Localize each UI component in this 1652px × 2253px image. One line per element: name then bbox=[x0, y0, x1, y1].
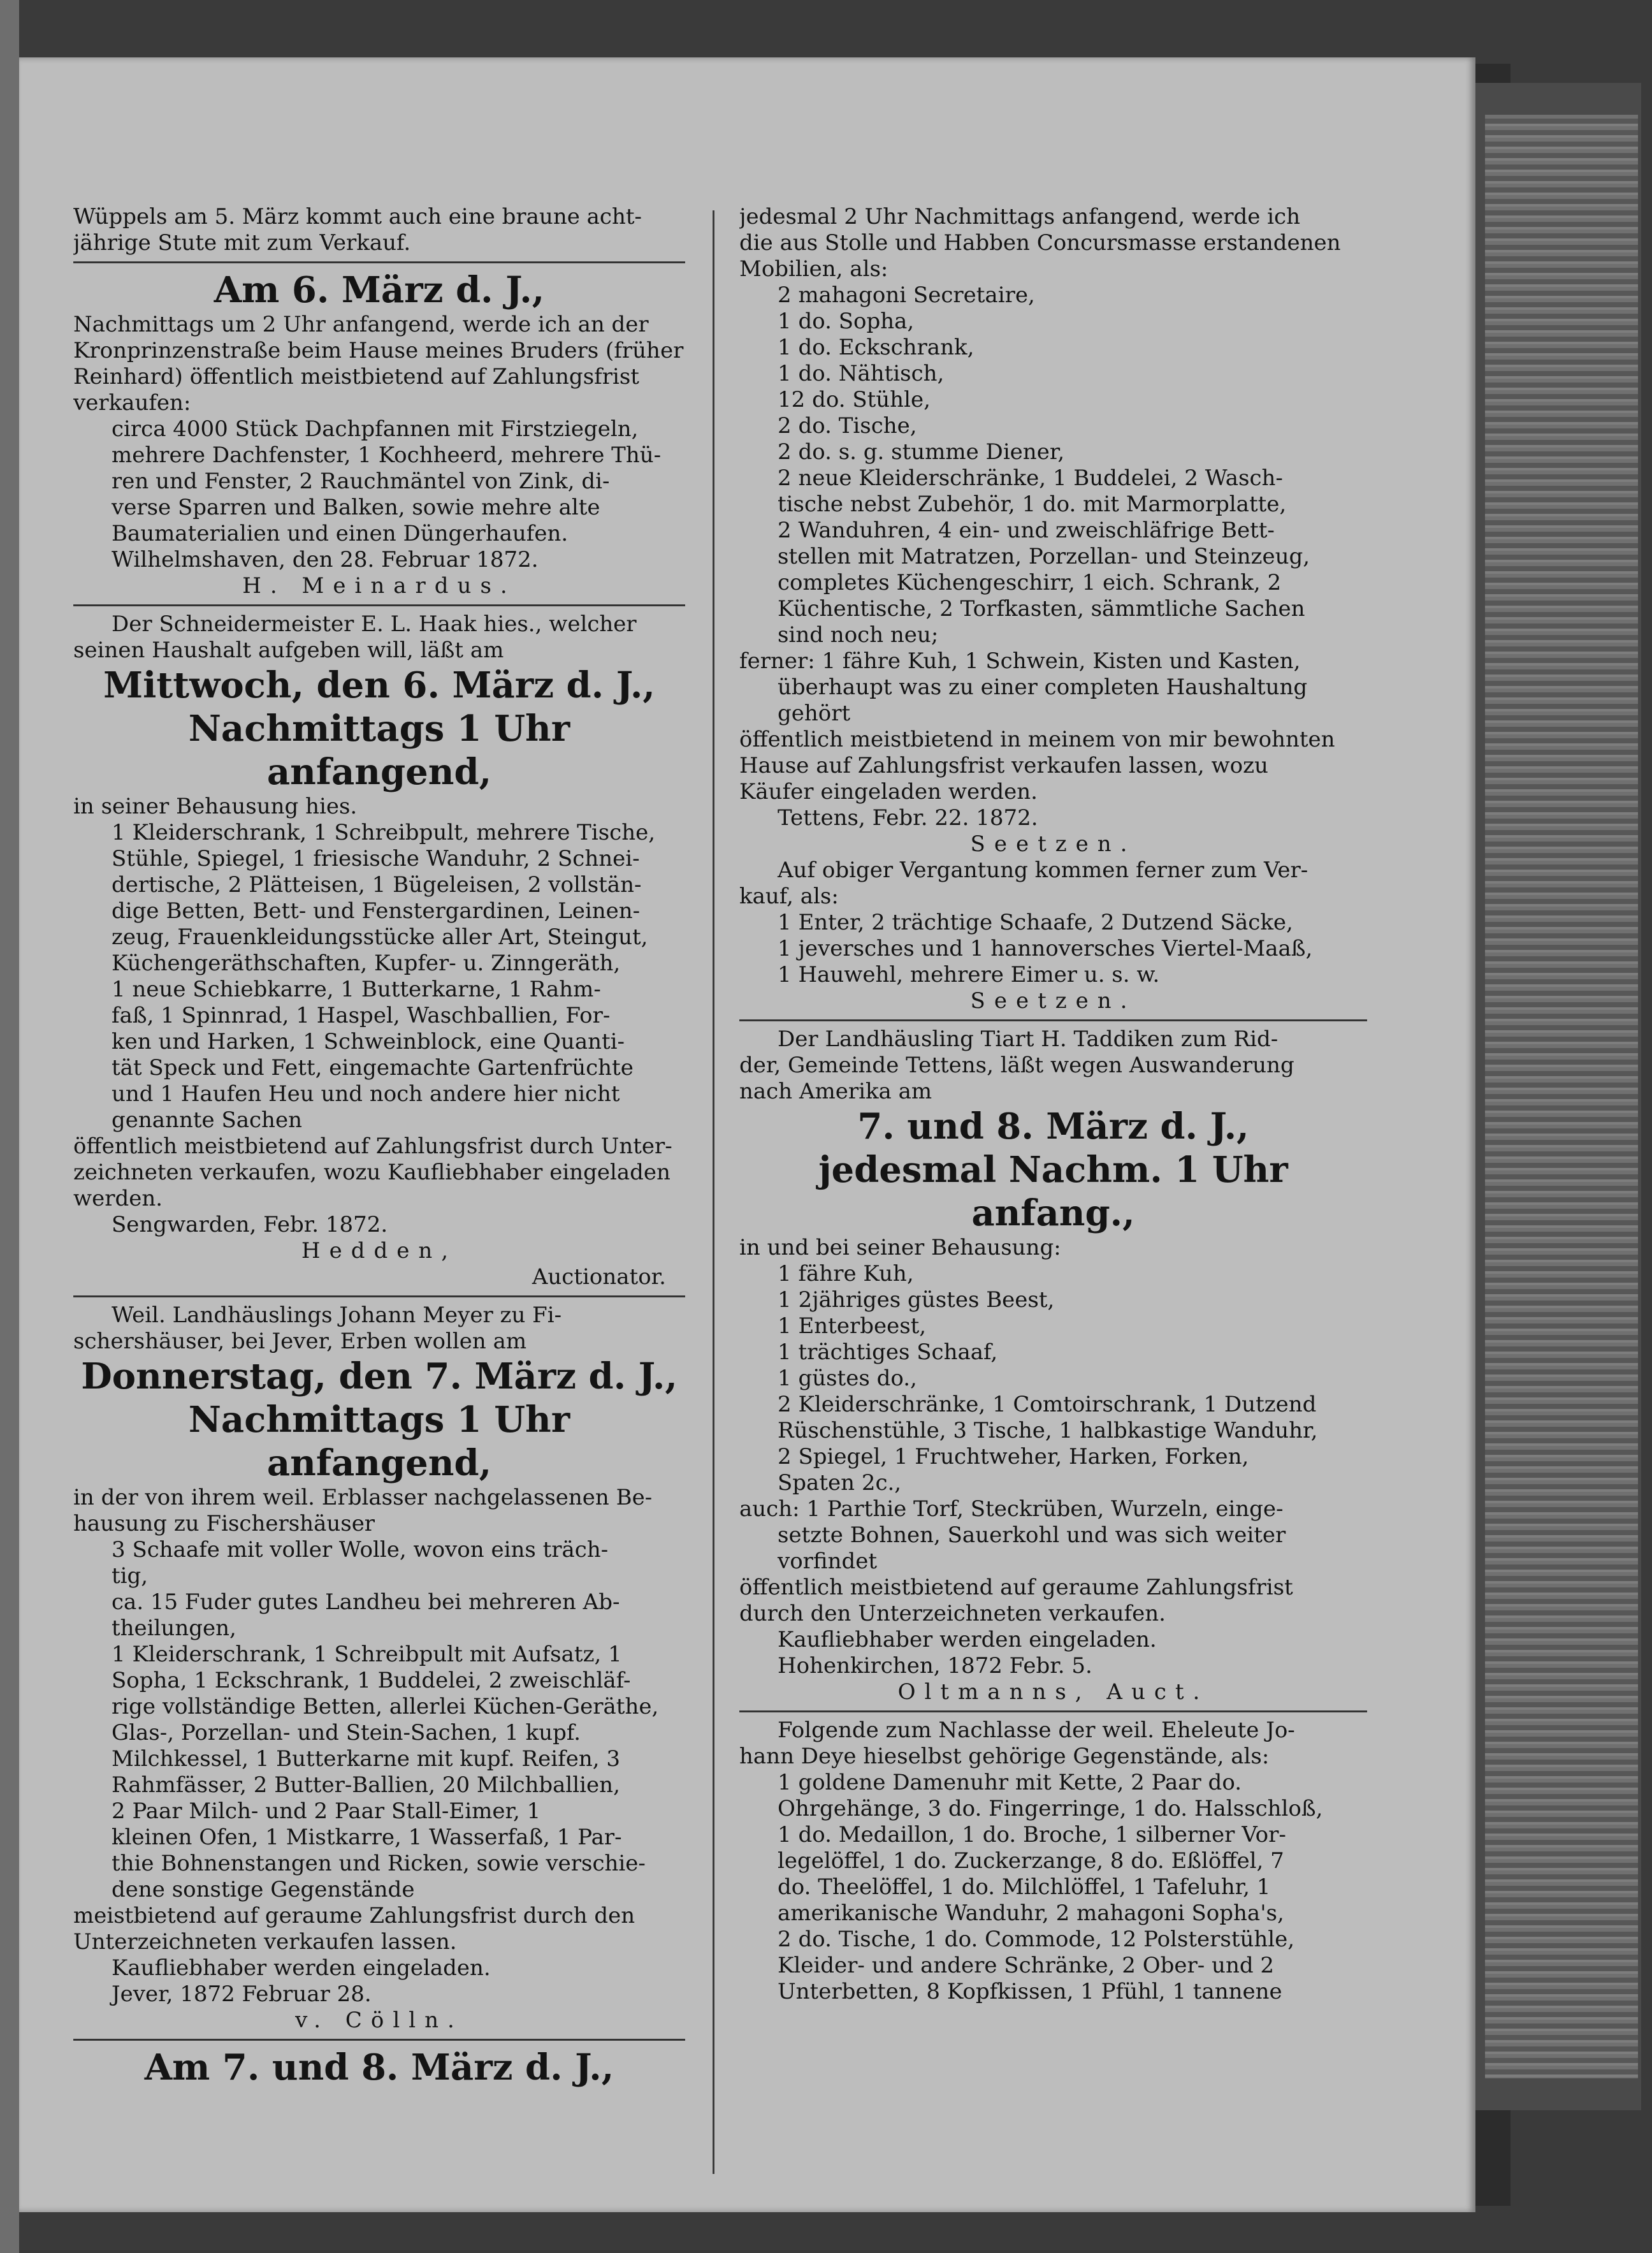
auction-date-heading: Nachmittags 1 Uhr anfangend, bbox=[188, 708, 570, 793]
text-line: zeichneten verkaufen, wozu Kaufliebhaber eingeladen bbox=[73, 1160, 670, 1185]
text-line: in und bei seiner Behausung: bbox=[739, 1235, 1061, 1260]
text-line: setzte Bohnen, Sauerkohl und was sich weiter bbox=[778, 1522, 1286, 1548]
text-line: 1 do. Nähtisch, bbox=[778, 361, 945, 386]
text-line: Unterbetten, 8 Kopfkissen, 1 Pfühl, 1 tannene bbox=[778, 1979, 1282, 2004]
text-line: Ohrgehänge, 3 do. Fingerringe, 1 do. Halsschloß, bbox=[778, 1796, 1323, 1821]
text-line: Kaufliebhaber werden eingeladen. bbox=[778, 1627, 1157, 1652]
section-rule bbox=[739, 1710, 1367, 1712]
text-line: 2 Paar Milch- und 2 Paar Stall-Eimer, 1 bbox=[112, 1798, 541, 1824]
text-paragraph bbox=[739, 857, 1367, 884]
auction-date-heading: jedesmal Nachm. 1 Uhr anfang., bbox=[818, 1149, 1288, 1234]
page-edge-texture bbox=[1485, 115, 1638, 2078]
text-paragraph bbox=[739, 648, 1367, 674]
text-line: Kleider- und andere Schränke, 2 Ober- und 2 bbox=[778, 1953, 1275, 1978]
text-line: 2 Spiegel, 1 Fruchtweher, Harken, Forken, bbox=[778, 1444, 1249, 1469]
section-rule bbox=[739, 1019, 1367, 1021]
auction-date-heading: Nachmittags 1 Uhr anfangend, bbox=[188, 1399, 570, 1484]
text-line: kauf, als: bbox=[739, 884, 839, 909]
signature: Seetzen. bbox=[970, 831, 1136, 857]
auction-date-heading: Am 6. März d. J., bbox=[214, 269, 545, 311]
text-paragraph bbox=[739, 1575, 1367, 1627]
text-line: Auf obiger Vergantung kommen ferner zum Ver- bbox=[778, 857, 1308, 883]
text-paragraph bbox=[739, 1627, 1367, 1679]
text-paragraph bbox=[739, 674, 1367, 727]
text-line: circa 4000 Stück Dachpfannen mit Firstziegeln, bbox=[112, 416, 639, 442]
text-line: der, Gemeinde Tettens, läßt wegen Auswanderung bbox=[739, 1053, 1294, 1078]
text-line: 2 Wanduhren, 4 ein- und zweischläfrige Bett- bbox=[778, 518, 1275, 543]
section-rule bbox=[73, 604, 685, 606]
text-paragraph bbox=[739, 282, 1367, 648]
text-line: Jever, 1872 Februar 28. bbox=[112, 1981, 372, 2007]
text-line: 1 do. Medaillon, 1 do. Broche, 1 silberner Vor- bbox=[778, 1822, 1286, 1848]
text-line: 12 do. Stühle, bbox=[778, 387, 931, 412]
text-paragraph bbox=[73, 638, 685, 664]
text-line: Rahmfässer, 2 Butter-Ballien, 20 Milchballien, bbox=[112, 1772, 620, 1798]
text-paragraph bbox=[73, 1955, 685, 2008]
text-line: durch den Unterzeichneten verkaufen. bbox=[739, 1601, 1166, 1626]
text-paragraph bbox=[739, 204, 1367, 282]
text-line: 2 neue Kleiderschränke, 1 Buddelei, 2 Wasch- bbox=[778, 465, 1283, 491]
text-line: 1 goldene Damenuhr mit Kette, 2 Paar do. bbox=[778, 1770, 1242, 1795]
text-line: die aus Stolle und Habben Concursmasse erstandenen bbox=[739, 230, 1341, 256]
text-paragraph bbox=[739, 1261, 1367, 1496]
text-paragraph bbox=[73, 416, 685, 547]
text-paragraph bbox=[739, 1026, 1367, 1053]
text-line: Der Schneidermeister E. L. Haak hies., welcher bbox=[112, 611, 637, 637]
text-line: 1 jeversches und 1 hannoversches Viertel-Maaß, bbox=[778, 936, 1313, 961]
text-line: Folgende zum Nachlasse der weil. Eheleute Jo- bbox=[778, 1717, 1295, 1743]
text-line: Stühle, Spiegel, 1 friesische Wanduhr, 2 Schnei- bbox=[112, 846, 640, 871]
text-paragraph bbox=[73, 1537, 685, 1903]
text-line: Küchentische, 2 Torfkasten, sämmtliche Sachen bbox=[778, 596, 1305, 622]
auction-date-heading: 7. und 8. März d. J., bbox=[857, 1105, 1249, 1148]
text-line: Käufer eingeladen werden. bbox=[739, 779, 1038, 805]
scan-left-margin bbox=[0, 0, 19, 2253]
text-line: tät Speck und Fett, eingemachte Gartenfrüchte bbox=[112, 1055, 634, 1081]
text-line: faß, 1 Spinnrad, 1 Haspel, Waschballien, For- bbox=[112, 1003, 611, 1028]
text-paragraph bbox=[73, 1302, 685, 1329]
text-line: Wilhelmshaven, den 28. Februar 1872. bbox=[112, 547, 539, 572]
text-line: thie Bohnenstangen und Ricken, sowie verschie- bbox=[112, 1851, 646, 1876]
section-rule bbox=[73, 1295, 685, 1297]
right-column bbox=[739, 204, 1367, 2005]
text-line: Der Landhäusling Tiart H. Taddiken zum Rid- bbox=[778, 1026, 1279, 1052]
text-line: in seiner Behausung hies. bbox=[73, 794, 358, 819]
text-line: rige vollständige Betten, allerlei Küchen-Geräthe, bbox=[112, 1694, 659, 1719]
text-paragraph bbox=[73, 1329, 685, 1355]
text-paragraph bbox=[73, 794, 685, 820]
signature: Oltmanns, Auct. bbox=[897, 1679, 1209, 1705]
text-line: 1 2jähriges güstes Beest, bbox=[778, 1287, 1055, 1313]
text-paragraph bbox=[739, 1744, 1367, 1770]
text-line: Milchkessel, 1 Butterkarne mit kupf. Reifen, 3 bbox=[112, 1746, 620, 1772]
text-line: tig, bbox=[112, 1563, 149, 1589]
text-paragraph bbox=[739, 910, 1367, 988]
text-line: Unterzeichneten verkaufen lassen. bbox=[73, 1929, 457, 1955]
text-line: öffentlich meistbietend in meinem von mir bewohnten bbox=[739, 727, 1335, 752]
signature-title: Auctionator. bbox=[532, 1264, 666, 1290]
text-line: jährige Stute mit zum Verkauf. bbox=[73, 230, 411, 256]
text-line: Rüschenstühle, 3 Tische, 1 halbkastige Wanduhr, bbox=[778, 1418, 1318, 1443]
text-line: 1 Enterbeest, bbox=[778, 1313, 927, 1339]
text-line: do. Theelöffel, 1 do. Milchlöffel, 1 Tafeluhr, 1 bbox=[778, 1874, 1271, 1900]
text-line: 1 fähre Kuh, bbox=[778, 1261, 914, 1287]
text-line: zeug, Frauenkleidungsstücke aller Art, Steingut, bbox=[112, 924, 648, 950]
text-line: meistbietend auf geraume Zahlungsfrist durch den bbox=[73, 1903, 635, 1929]
text-line: 1 Enter, 2 trächtige Schaafe, 2 Dutzend Säcke, bbox=[778, 910, 1293, 935]
text-paragraph bbox=[73, 312, 685, 416]
signature: H. Meinardus. bbox=[242, 573, 516, 599]
text-paragraph bbox=[73, 1903, 685, 1955]
text-line: hann Deye hieselbst gehörige Gegenstände, als: bbox=[739, 1744, 1270, 1769]
text-paragraph bbox=[739, 1235, 1367, 1261]
text-paragraph bbox=[73, 204, 685, 256]
signature: Hedden, bbox=[301, 1238, 458, 1264]
text-line: 2 do. Tische, bbox=[778, 413, 917, 439]
text-line: verse Sparren und Balken, sowie mehre alte bbox=[112, 495, 600, 520]
text-line: Wüppels am 5. März kommt auch eine braune acht- bbox=[73, 204, 642, 230]
text-line: 3 Schaafe mit voller Wolle, wovon eins träch- bbox=[112, 1537, 609, 1563]
text-line: überhaupt was zu einer completen Haushaltung bbox=[778, 674, 1308, 700]
text-line: 2 do. s. g. stumme Diener, bbox=[778, 439, 1065, 465]
text-paragraph bbox=[739, 884, 1367, 910]
text-line: dertische, 2 Plätteisen, 1 Bügeleisen, 2 vollstän- bbox=[112, 872, 642, 898]
text-line: theilungen, bbox=[112, 1615, 236, 1641]
text-line: nach Amerika am bbox=[739, 1079, 932, 1104]
text-line: öffentlich meistbietend auf geraume Zahlungsfrist bbox=[739, 1575, 1293, 1600]
text-line: kleinen Ofen, 1 Mistkarre, 1 Wasserfaß, 1 Par- bbox=[112, 1825, 622, 1850]
text-line: dene sonstige Gegenstände bbox=[112, 1877, 415, 1902]
text-line: Nachmittags um 2 Uhr anfangend, werde ich an der bbox=[73, 312, 649, 337]
text-line: 2 mahagoni Secretaire, bbox=[778, 282, 1035, 308]
text-line: 2 do. Tische, 1 do. Commode, 12 Polsterstühle, bbox=[778, 1927, 1295, 1952]
text-line: tische nebst Zubehör, 1 do. mit Marmorplatte, bbox=[778, 492, 1287, 517]
left-column bbox=[73, 204, 685, 2089]
text-line: sind noch neu; bbox=[778, 622, 939, 648]
text-line: amerikanische Wanduhr, 2 mahagoni Sopha's, bbox=[778, 1900, 1284, 1926]
text-line: completes Küchengeschirr, 1 eich. Schrank, 2 bbox=[778, 570, 1282, 595]
text-line: Weil. Landhäuslings Johann Meyer zu Fi- bbox=[112, 1302, 562, 1328]
text-line: Sopha, 1 Eckschrank, 1 Buddelei, 2 zweischläf- bbox=[112, 1668, 631, 1693]
text-line: Kronprinzenstraße beim Hause meines Bruders (früher bbox=[73, 338, 684, 363]
text-line: werden. bbox=[73, 1186, 163, 1211]
text-paragraph bbox=[73, 611, 685, 638]
text-paragraph bbox=[73, 1485, 685, 1537]
text-line: legelöffel, 1 do. Zuckerzange, 8 do. Eßlöffel, 7 bbox=[778, 1848, 1284, 1874]
text-paragraph bbox=[739, 805, 1367, 831]
text-line: 1 do. Sopha, bbox=[778, 309, 915, 334]
text-line: Hause auf Zahlungsfrist verkaufen lassen, wozu bbox=[739, 753, 1268, 778]
text-line: stellen mit Matratzen, Porzellan- und Steinzeug, bbox=[778, 544, 1310, 569]
text-paragraph bbox=[739, 1717, 1367, 1744]
text-line: schershäuser, bei Jever, Erben wollen am bbox=[73, 1329, 527, 1354]
text-line: 1 trächtiges Schaaf, bbox=[778, 1339, 998, 1365]
signature: v. Cölln. bbox=[295, 2008, 463, 2033]
text-line: 1 Kleiderschrank, 1 Schreibpult, mehrere Tische, bbox=[112, 820, 656, 845]
text-line: 1 do. Eckschrank, bbox=[778, 335, 975, 360]
text-line: auch: 1 Parthie Torf, Steckrüben, Wurzeln, einge- bbox=[739, 1496, 1284, 1522]
auction-date-heading: Mittwoch, den 6. März d. J., bbox=[103, 664, 655, 706]
section-rule bbox=[73, 261, 685, 263]
text-line: hausung zu Fischershäuser bbox=[73, 1511, 375, 1536]
text-line: verkaufen: bbox=[73, 390, 191, 416]
text-line: öffentlich meistbietend auf Zahlungsfrist durch Unter- bbox=[73, 1134, 672, 1159]
text-line: 1 güstes do., bbox=[778, 1366, 917, 1391]
text-line: ca. 15 Fuder gutes Landheu bei mehreren Ab- bbox=[112, 1589, 620, 1615]
section-rule bbox=[73, 2039, 685, 2041]
text-line: genannte Sachen bbox=[112, 1107, 302, 1133]
text-line: Tettens, Febr. 22. 1872. bbox=[778, 805, 1038, 831]
column-divider bbox=[713, 210, 714, 2174]
text-line: Kaufliebhaber werden eingeladen. bbox=[112, 1955, 491, 1981]
text-line: Glas-, Porzellan- und Stein-Sachen, 1 kupf. bbox=[112, 1720, 581, 1746]
text-paragraph bbox=[739, 1770, 1367, 2005]
text-paragraph bbox=[739, 1496, 1367, 1522]
signature: Seetzen. bbox=[970, 988, 1136, 1014]
text-paragraph bbox=[739, 1522, 1367, 1575]
text-paragraph bbox=[739, 1053, 1367, 1105]
text-line: Hohenkirchen, 1872 Febr. 5. bbox=[778, 1653, 1092, 1679]
text-line: 1 Hauwehl, mehrere Eimer u. s. w. bbox=[778, 962, 1160, 988]
text-line: und 1 Haufen Heu und noch andere hier nicht bbox=[112, 1081, 620, 1107]
text-line: 1 neue Schiebkarre, 1 Butterkarne, 1 Rahm- bbox=[112, 977, 601, 1002]
text-paragraph bbox=[73, 820, 685, 1134]
text-line: vorfindet bbox=[778, 1549, 878, 1574]
text-line: 2 Kleiderschränke, 1 Comtoirschrank, 1 Dutzend bbox=[778, 1392, 1317, 1417]
text-paragraph bbox=[73, 1134, 685, 1212]
text-line: ferner: 1 fähre Kuh, 1 Schwein, Kisten und Kasten, bbox=[739, 648, 1301, 674]
auction-date-heading: Donnerstag, den 7. März d. J., bbox=[81, 1355, 677, 1397]
auction-date-heading: Am 7. und 8. März d. J., bbox=[144, 2046, 614, 2089]
text-line: mehrere Dachfenster, 1 Kochheerd, mehrere Thü- bbox=[112, 442, 662, 468]
text-line: seinen Haushalt aufgeben will, läßt am bbox=[73, 638, 504, 663]
text-paragraph bbox=[73, 1212, 685, 1238]
text-paragraph bbox=[739, 727, 1367, 805]
text-line: ren und Fenster, 2 Rauchmäntel von Zink, di- bbox=[112, 469, 610, 494]
text-line: Küchengeräthschaften, Kupfer- u. Zinngeräth, bbox=[112, 951, 621, 976]
text-paragraph bbox=[73, 547, 685, 573]
text-line: Mobilien, als: bbox=[739, 256, 888, 282]
text-line: jedesmal 2 Uhr Nachmittags anfangend, werde ich bbox=[739, 204, 1300, 230]
text-line: Baumaterialien und einen Düngerhaufen. bbox=[112, 521, 569, 546]
text-line: 1 Kleiderschrank, 1 Schreibpult mit Aufsatz, 1 bbox=[112, 1642, 622, 1667]
text-line: gehört bbox=[778, 701, 851, 726]
text-line: Sengwarden, Febr. 1872. bbox=[112, 1212, 388, 1237]
text-line: in der von ihrem weil. Erblasser nachgelassenen Be- bbox=[73, 1485, 653, 1510]
text-line: ken und Harken, 1 Schweinblock, eine Quanti- bbox=[112, 1029, 625, 1054]
text-line: dige Betten, Bett- und Fenstergardinen, Leinen- bbox=[112, 898, 641, 924]
text-line: Spaten 2c., bbox=[778, 1470, 902, 1496]
text-line: Reinhard) öffentlich meistbietend auf Zahlungsfrist bbox=[73, 364, 639, 390]
